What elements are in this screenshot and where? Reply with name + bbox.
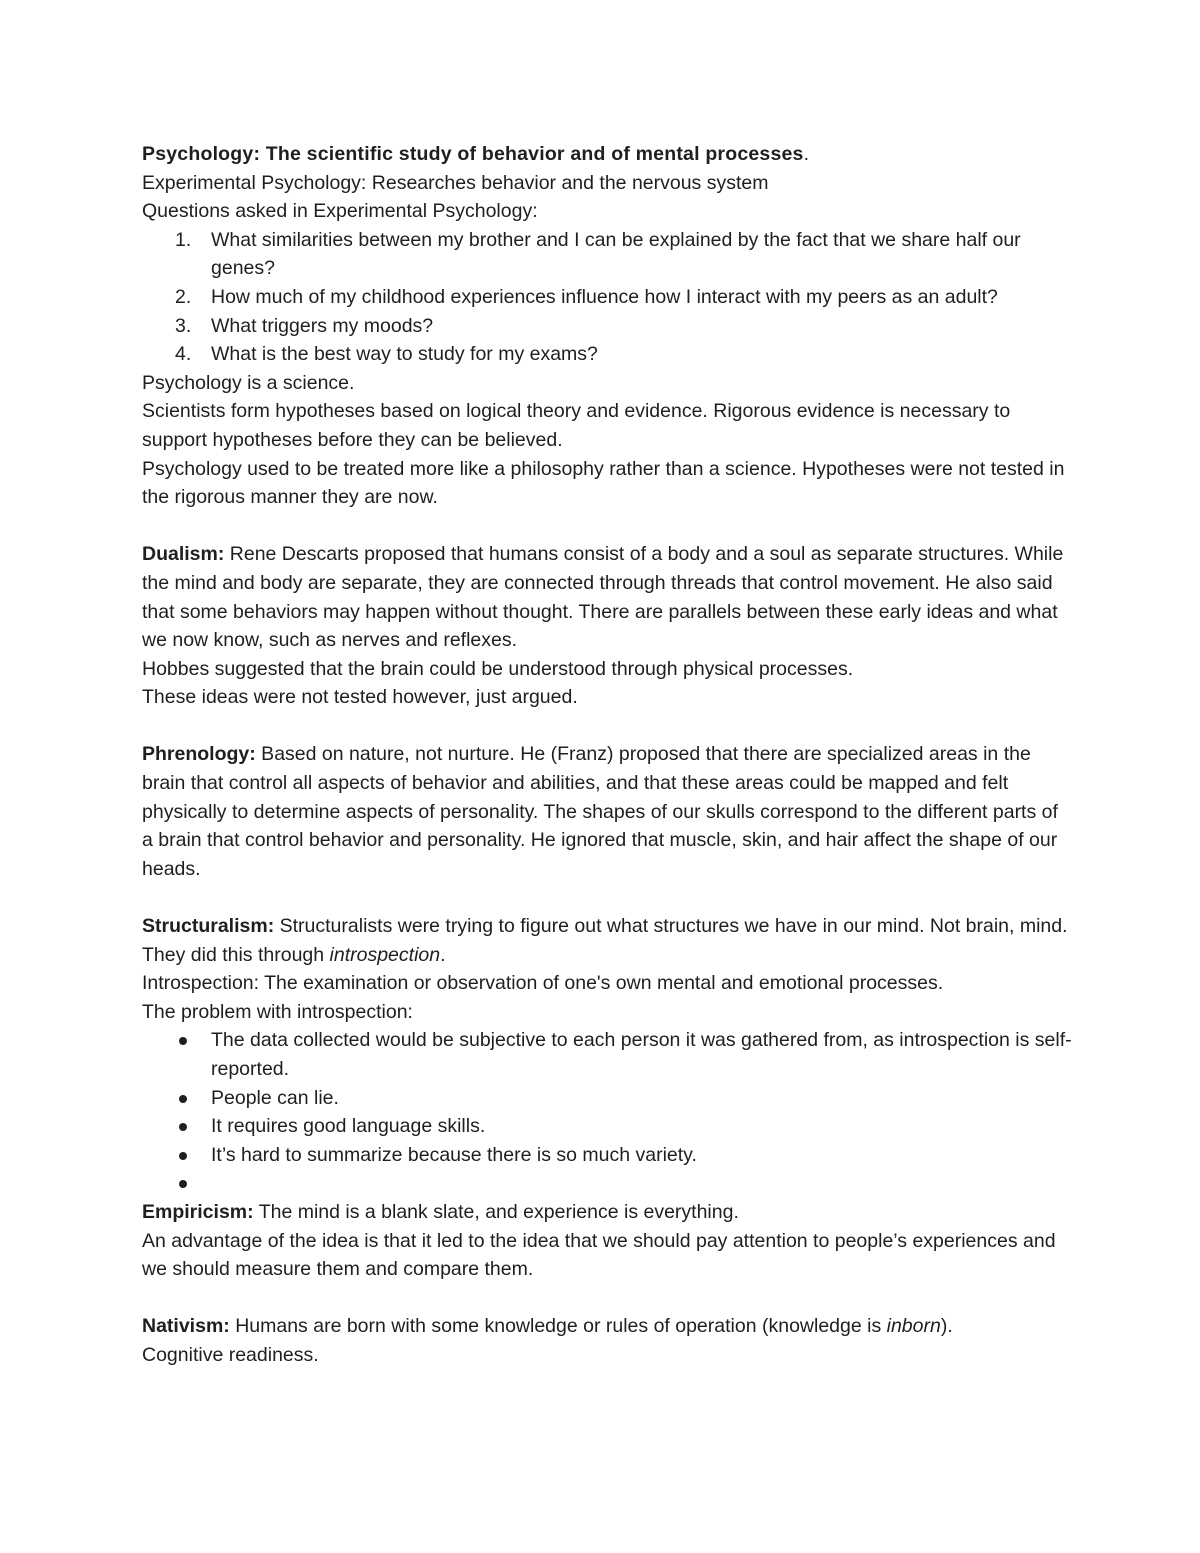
list-item: It’s hard to summarize because there is so much variety. [142,1141,1072,1170]
list-item: People can lie. [142,1084,1072,1113]
spacer [142,712,1072,741]
empiricism-paragraph: Empiricism: The mind is a blank slate, and experience is everything. [142,1200,739,1223]
psychology-definition: Psychology: The scientific study of behavior and of mental processes [142,143,804,165]
structuralism-line: Introspection: The examination or observation of one's own mental and emotional processes. [142,972,944,995]
bullet-icon [179,1095,187,1103]
intro-line: Experimental Psychology: Researches behavior and the nervous system [142,171,769,194]
empiricism-line: An advantage of the idea is that it led to the idea that we should pay attention to people’s experiences and we should measure them and compare them. [142,1229,1056,1281]
list-item: The data collected would be subjective to each person it was gathered from, as introspection is self-reported. [142,1026,1072,1083]
phrenology-term: Phrenology: [142,743,256,766]
spacer [142,1284,1072,1313]
intro-title: Psychology: The scientific study of behavior and of mental processes. [142,143,810,165]
questions-list [142,226,1072,369]
structuralism-line: The problem with introspection: [142,1000,413,1023]
dualism-line: Hobbes suggested that the brain could be understood through physical processes. [142,657,854,680]
nativism-line: Cognitive readiness. [142,1343,319,1366]
list-item: It requires good language skills. [142,1112,1072,1141]
list-item: 1. What similarities between my brother and I can be explained by the fact that we share half our genes? [175,228,1021,280]
bullet-icon [179,1180,187,1188]
bullet-icon [179,1037,187,1045]
list-item: 4. What is the best way to study for my exams? [175,343,598,366]
document-page [142,140,1072,1370]
dualism-paragraph: Dualism: Rene Descarts proposed that humans consist of a body and a soul as separate structures. While the mind and body are separate, they are connected through threads that control movement. He also said that some behaviors may happen without thought. There are parallels between these early ideas and what we now know, such as nerves and reflexes. [142,543,1064,652]
nativism-term: Nativism: [142,1315,230,1338]
introspection-emphasis: introspection [329,943,441,966]
spacer [142,883,1072,912]
dualism-line: These ideas were not tested however, just argued. [142,686,578,709]
bullet-icon [179,1152,187,1160]
intro-paragraph: Psychology used to be treated more like a philosophy rather than a science. Hypotheses were not tested in the rigorous manner they are now. [142,457,1065,509]
structuralism-term: Structuralism: [142,915,275,938]
intro-line: Questions asked in Experimental Psychology: [142,200,538,223]
bullet-icon [179,1123,187,1131]
structuralism-paragraph: Structuralism: Structuralists were trying to figure out what structures we have in our mind. Not brain, mind. They did this through introspection. [142,915,1068,966]
list-item-empty [142,1169,1072,1198]
list-item: 2. How much of my childhood experiences influence how I interact with my peers as an adult? [175,285,998,308]
intro-line: Psychology is a science. [142,371,355,394]
phrenology-paragraph: Phrenology: Based on nature, not nurture. He (Franz) proposed that there are specialized areas in the brain that control all aspects of behavior and abilities, and that these areas could be mapped and felt physically to determine aspects of personality. The shapes of our skulls correspond to the different parts of a brain that control behavior and personality. He ignored that muscle, skin, and hair affect the shape of our heads. [142,743,1058,880]
spacer [142,512,1072,541]
intro-paragraph: Scientists form hypotheses based on logical theory and evidence. Rigorous evidence is necessary to support hypotheses before they can be believed. [142,400,1011,451]
introspection-problems-list [142,1026,1072,1198]
list-item: 3. What triggers my moods? [175,314,434,337]
empiricism-term: Empiricism: [142,1200,254,1223]
inborn-emphasis: inborn [886,1315,941,1338]
dualism-term: Dualism: [142,543,225,566]
nativism-paragraph: Nativism: Humans are born with some knowledge or rules of operation (knowledge is inborn). [142,1315,953,1338]
